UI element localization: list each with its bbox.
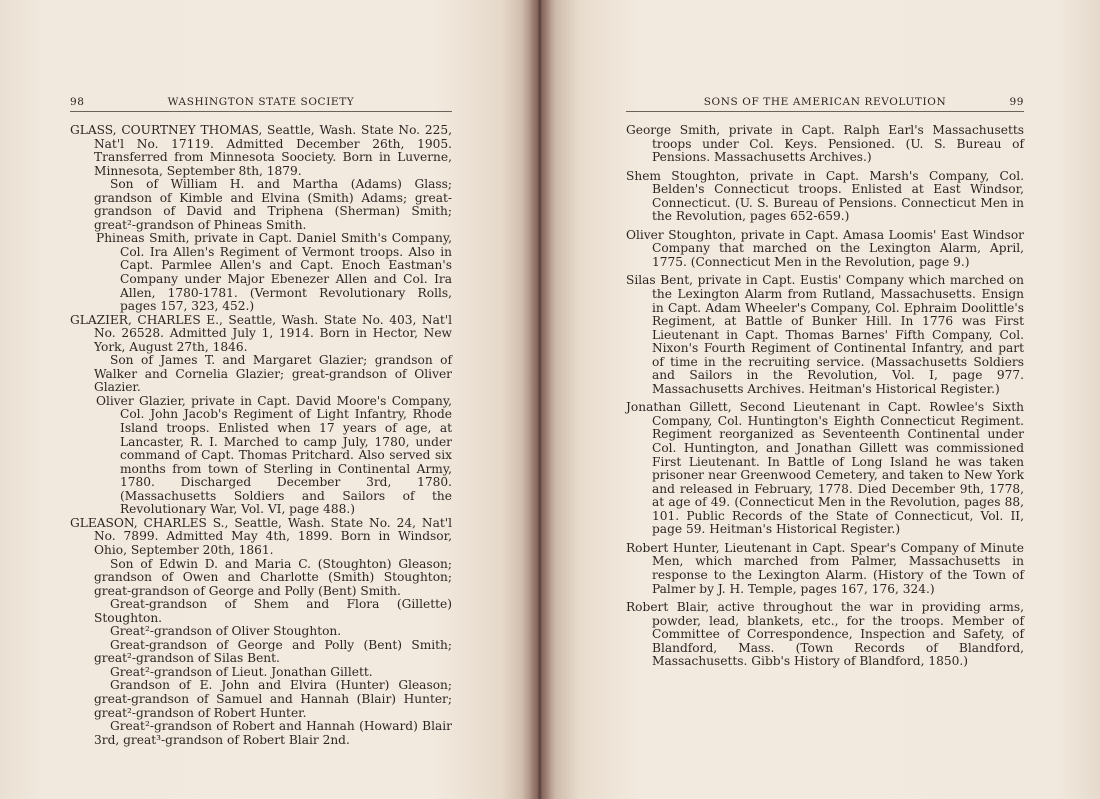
left-running-head-title: WASHINGTON STATE SOCIETY xyxy=(167,96,355,108)
right-page-number: 99 xyxy=(1009,96,1024,108)
left-text-column xyxy=(70,124,452,747)
ancestor-jonathan-gillett: Jonathan Gillett, Second Lieutenant in Capt. Rowlee's Sixth Company, Col. Huntington's Eighth Connecticut Regiment. Regiment reorganized as Seventeenth Continental under Col. Huntington, and Jonathan Gillett was commissioned First Lieutenant. In Battle of Long Island he was taken prisoner near Greenwood Cemetery, and taken to New York and released in February, 1778. Died December 9th, 1778, at age of 49. (Connecticut Men in the Revolution, pages 88, 101. Public Records of the State of Connecticut, Vol. II, page 59. Heitman's Historical Register.) xyxy=(626,400,1024,537)
entry-gleason-lineage-hunter: Grandson of E. John and Elvira (Hunter) Gleason; great-grandson of Samuel and Hannah (Blair) Hunter; great²-grandson of Robert Hunter. xyxy=(94,678,452,720)
book-gutter-shadow xyxy=(522,0,556,799)
ancestor-silas-bent: Silas Bent, private in Capt. Eustis' Company which marched on the Lexington Alarm from Rutland, Massachusetts. Ensign in Capt. Adam Wheeler's Company, Col. Ephraim Doolittle's Regiment, at Battle of Bunker Hill. In 1776 was First Lieutenant in Capt. Thomas Barnes' Fifth Company, Col. Nixon's Fourth Regiment of Continental Infantry, and part of time in the recruiting service. (Massachusetts Soldiers and Sailors in the Revolution, Vol. I, page 977. Massachusetts Archives. Heitman's Historical Register.) xyxy=(626,273,1024,396)
ancestor-oliver-glazier: Oliver Glazier, private in Capt. David Moore's Company, Col. John Jacob's Regiment of Light Infantry, Rhode Island troops. Enlisted when 17 years of age, at Lancaster, R. I. Marched to camp July, 1780, under command of Capt. Thomas Pritchard. Also served six months from town of Sterling in Continental Army, 1780. Discharged December 3rd, 1780. (Massachusetts Soldiers and Sailors of the Revolutionary War, Vol. VI, page 488.) xyxy=(96,393,452,517)
ancestor-george-smith: George Smith, private in Capt. Ralph Earl's Massachusetts troops under Col. Keys. Pensioned. (U. S. Bureau of Pensions. Massachusetts Archives.) xyxy=(626,123,1024,165)
entry-glazier-heading: GLAZIER, CHARLES E., Seattle, Wash. State No. 403, Nat'l No. 26528. Admitted July 1, 1914. Born in Hector, New York, August 27th, 1846. xyxy=(70,312,452,354)
left-running-head xyxy=(70,92,452,112)
left-page-number: 98 xyxy=(70,96,85,108)
entry-gleason-lineage-stoughton: Great-grandson of Shem and Flora (Gillette) Stoughton. xyxy=(94,597,452,625)
entry-gleason-lineage-blair: Great²-grandson of Robert and Hannah (Howard) Blair 3rd, great³-grandson of Robert Blair 2nd. xyxy=(94,719,452,747)
entry-glass-lineage: Son of William H. and Martha (Adams) Glass; grandson of Kimble and Elvina (Smith) Adams; great-grandson of David and Triphena (Sherman) Smith; great²-grandson of Phineas Smith. xyxy=(94,177,452,232)
right-page xyxy=(540,0,1100,799)
entry-gleason-lineage: Son of Edwin D. and Maria C. (Stoughton) Gleason; grandson of Owen and Charlotte (Smith) Stoughton; great-grandson of George and Polly (Bent) Smith. xyxy=(94,556,452,598)
ancestor-phineas-smith: Phineas Smith, private in Capt. Daniel Smith's Company, Col. Ira Allen's Regiment of Vermont troops. Also in Capt. Parmlee Allen's and Capt. Enoch Eastman's Company under Major Ebenezer Allen and Col. Ira Allen, 1780-1781. (Vermont Revolutionary Rolls, pages 157, 323, 452.) xyxy=(96,231,452,314)
entry-gleason-heading: GLEASON, CHARLES S., Seattle, Wash. State No. 24, Nat'l No. 7899. Admitted May 4th, 1899. Born in Windsor, Ohio, September 20th, 1861. xyxy=(70,515,452,557)
right-running-head-title: SONS OF THE AMERICAN REVOLUTION xyxy=(703,96,947,108)
entry-glazier-lineage: Son of James T. and Margaret Glazier; grandson of Walker and Cornelia Glazier; great-grandson of Oliver Glazier. xyxy=(94,353,452,395)
left-page xyxy=(0,0,540,799)
right-running-head xyxy=(626,92,1024,112)
entry-gleason-lineage-gillett: Great²-grandson of Lieut. Jonathan Gillett. xyxy=(110,664,373,679)
right-text-column xyxy=(626,124,1024,674)
ancestor-robert-blair: Robert Blair, active throughout the war in providing arms, powder, lead, blankets, etc., for the troops. Member of Committee of Correspondence, Inspection and Safety, of Blandford, Mass. (Town Records of Blandford, Massachusetts. Gibb's History of Blandford, 1850.) xyxy=(626,600,1024,669)
entry-gleason-lineage-bent: Great-grandson of George and Polly (Bent) Smith; great²-grandson of Silas Bent. xyxy=(94,637,452,666)
ancestor-oliver-stoughton: Oliver Stoughton, private in Capt. Amasa Loomis' East Windsor Company that marched on the Lexington Alarm, April, 1775. (Connecticut Men in the Revolution, page 9.) xyxy=(626,227,1024,269)
entry-gleason-lineage-oliver: Great²-grandson of Oliver Stoughton. xyxy=(110,624,342,639)
entry-glass-heading: GLASS, COURTNEY THOMAS, Seattle, Wash. State No. 225, Nat'l No. 17119. Admitted December 26th, 1905. Transferred from Minnesota Soociety. Born in Luverne, Minnesota, September 8th, 1879. xyxy=(70,123,452,178)
ancestor-shem-stoughton: Shem Stoughton, private in Capt. Marsh's Company, Col. Belden's Connecticut troops. Enlisted at East Windsor, Connecticut. (U. S. Bureau of Pensions. Connecticut Men in the Revolution, pages 652-659.) xyxy=(626,168,1024,224)
ancestor-robert-hunter: Robert Hunter, Lieutenant in Capt. Spear's Company of Minute Men, which marched from Palmer, Massachusetts in response to the Lexington Alarm. (History of the Town of Palmer by J. H. Temple, pages 167, 176, 324.) xyxy=(626,540,1024,596)
